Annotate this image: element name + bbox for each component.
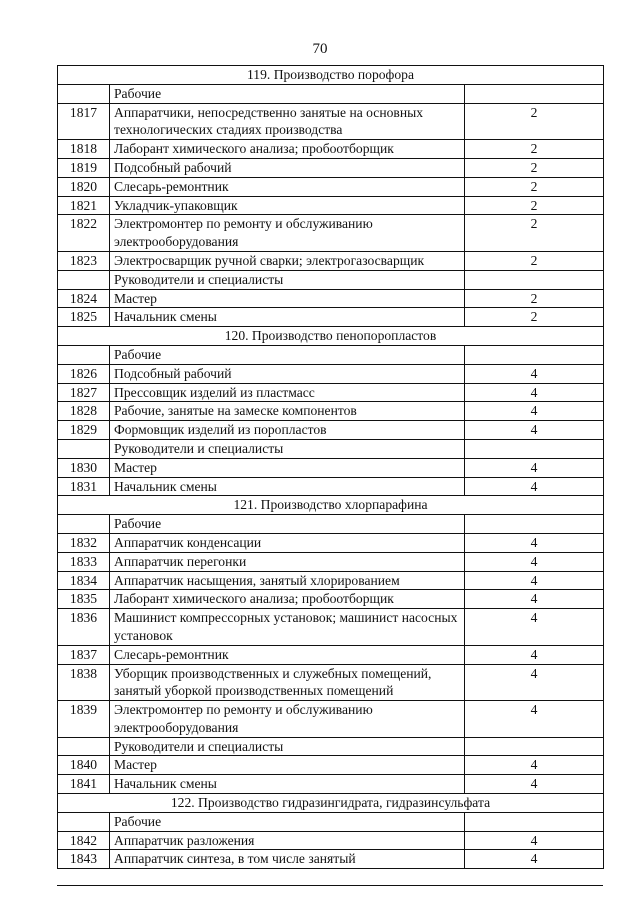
row-value: 2	[465, 289, 604, 308]
group-header-row	[58, 737, 604, 756]
row-number: 1843	[58, 850, 110, 869]
occupation-name: Уборщик производственных и служебных помещений, занятый уборкой производственных помещений	[110, 664, 465, 701]
group-header-row	[58, 345, 604, 364]
row-value: 4	[465, 477, 604, 496]
occupation-name: Начальник смены	[110, 477, 465, 496]
empty-value-cell	[465, 812, 604, 831]
row-number: 1831	[58, 477, 110, 496]
empty-number-cell	[58, 345, 110, 364]
table-row	[58, 571, 604, 590]
group-header-row	[58, 270, 604, 289]
group-title: Руководители и специалисты	[110, 270, 465, 289]
occupation-name: Аппаратчики, непосредственно занятые на основных технологических стадиях производства	[110, 103, 465, 140]
occupation-name: Мастер	[110, 458, 465, 477]
occupation-name: Аппаратчик конденсации	[110, 533, 465, 552]
row-number: 1832	[58, 533, 110, 552]
occupation-name: Электромонтер по ремонту и обслуживанию электрооборудования	[110, 701, 465, 738]
table-row	[58, 701, 604, 738]
row-number: 1828	[58, 402, 110, 421]
row-number: 1838	[58, 664, 110, 701]
row-value: 4	[465, 590, 604, 609]
table-row	[58, 645, 604, 664]
row-value: 4	[465, 402, 604, 421]
row-number: 1841	[58, 775, 110, 794]
table-row	[58, 477, 604, 496]
occupations-table	[57, 65, 604, 869]
occupation-name: Начальник смены	[110, 308, 465, 327]
empty-number-cell	[58, 737, 110, 756]
row-value: 2	[465, 103, 604, 140]
row-number: 1837	[58, 645, 110, 664]
occupation-name: Подсобный рабочий	[110, 364, 465, 383]
empty-number-cell	[58, 812, 110, 831]
section-title: 120. Производство пенопоропластов	[58, 327, 604, 346]
row-value: 2	[465, 158, 604, 177]
occupation-name: Рабочие, занятые на замеске компонентов	[110, 402, 465, 421]
occupation-name: Слесарь-ремонтник	[110, 645, 465, 664]
empty-number-cell	[58, 515, 110, 534]
table-row	[58, 402, 604, 421]
row-number: 1824	[58, 289, 110, 308]
table-body	[58, 66, 604, 869]
occupation-name: Лаборант химического анализа; пробоотборщик	[110, 590, 465, 609]
page-bottom-rule	[57, 885, 603, 886]
row-value: 2	[465, 140, 604, 159]
row-value: 4	[465, 421, 604, 440]
occupation-name: Начальник смены	[110, 775, 465, 794]
empty-value-cell	[465, 439, 604, 458]
section-title: 122. Производство гидразингидрата, гидразинсульфата	[58, 794, 604, 813]
table-row	[58, 756, 604, 775]
table-row	[58, 289, 604, 308]
row-value: 4	[465, 664, 604, 701]
row-number: 1839	[58, 701, 110, 738]
empty-number-cell	[58, 84, 110, 103]
row-number: 1820	[58, 177, 110, 196]
table-row	[58, 831, 604, 850]
empty-number-cell	[58, 270, 110, 289]
table-row	[58, 458, 604, 477]
group-header-row	[58, 84, 604, 103]
section-header-row	[58, 327, 604, 346]
occupation-name: Электросварщик ручной сварки; электрогазосварщик	[110, 251, 465, 270]
row-number: 1825	[58, 308, 110, 327]
occupation-name: Прессовщик изделий из пластмасс	[110, 383, 465, 402]
table-row	[58, 383, 604, 402]
empty-number-cell	[58, 439, 110, 458]
occupation-name: Электромонтер по ремонту и обслуживанию электрооборудования	[110, 215, 465, 252]
section-header-row	[58, 496, 604, 515]
row-value: 2	[465, 177, 604, 196]
row-value: 4	[465, 756, 604, 775]
empty-value-cell	[465, 345, 604, 364]
row-value: 4	[465, 571, 604, 590]
occupation-name: Аппаратчик перегонки	[110, 552, 465, 571]
occupation-name: Лаборант химического анализа; пробоотборщик	[110, 140, 465, 159]
section-title: 119. Производство порофора	[58, 66, 604, 85]
table-row	[58, 664, 604, 701]
table-row	[58, 533, 604, 552]
page-number: 70	[312, 41, 328, 57]
empty-value-cell	[465, 270, 604, 289]
row-number: 1835	[58, 590, 110, 609]
occupation-name: Аппаратчик насыщения, занятый хлорированием	[110, 571, 465, 590]
row-value: 2	[465, 196, 604, 215]
table-row	[58, 103, 604, 140]
empty-value-cell	[465, 84, 604, 103]
row-value: 2	[465, 215, 604, 252]
empty-value-cell	[465, 737, 604, 756]
occupation-name: Укладчик-упаковщик	[110, 196, 465, 215]
group-header-row	[58, 515, 604, 534]
table-row	[58, 308, 604, 327]
occupation-name: Формовщик изделий из поропластов	[110, 421, 465, 440]
group-title: Руководители и специалисты	[110, 737, 465, 756]
row-value: 4	[465, 458, 604, 477]
table-row	[58, 850, 604, 869]
occupation-name: Машинист компрессорных установок; машинист насосных установок	[110, 609, 465, 646]
row-value: 4	[465, 383, 604, 402]
table-row	[58, 215, 604, 252]
row-value: 4	[465, 533, 604, 552]
row-number: 1840	[58, 756, 110, 775]
row-value: 4	[465, 364, 604, 383]
group-title: Руководители и специалисты	[110, 439, 465, 458]
row-number: 1819	[58, 158, 110, 177]
table-row	[58, 251, 604, 270]
row-number: 1823	[58, 251, 110, 270]
table-row	[58, 177, 604, 196]
row-value: 4	[465, 609, 604, 646]
row-number: 1829	[58, 421, 110, 440]
group-title: Рабочие	[110, 515, 465, 534]
row-number: 1822	[58, 215, 110, 252]
row-number: 1827	[58, 383, 110, 402]
section-header-row	[58, 794, 604, 813]
row-number: 1836	[58, 609, 110, 646]
table-row	[58, 158, 604, 177]
row-number: 1833	[58, 552, 110, 571]
row-value: 4	[465, 775, 604, 794]
occupation-name: Подсобный рабочий	[110, 158, 465, 177]
occupation-name: Мастер	[110, 289, 465, 308]
occupation-name: Слесарь-ремонтник	[110, 177, 465, 196]
row-value: 4	[465, 701, 604, 738]
table-row	[58, 421, 604, 440]
empty-value-cell	[465, 515, 604, 534]
table-row	[58, 775, 604, 794]
table-row	[58, 590, 604, 609]
row-value: 4	[465, 645, 604, 664]
section-header-row	[58, 66, 604, 85]
occupation-name: Аппаратчик синтеза, в том числе занятый	[110, 850, 465, 869]
table-row	[58, 196, 604, 215]
group-title: Рабочие	[110, 84, 465, 103]
row-number: 1834	[58, 571, 110, 590]
table-row	[58, 609, 604, 646]
group-header-row	[58, 439, 604, 458]
row-value: 2	[465, 251, 604, 270]
row-value: 4	[465, 552, 604, 571]
table-row	[58, 140, 604, 159]
occupation-name: Мастер	[110, 756, 465, 775]
row-number: 1821	[58, 196, 110, 215]
occupation-name: Аппаратчик разложения	[110, 831, 465, 850]
row-number: 1818	[58, 140, 110, 159]
table-row	[58, 552, 604, 571]
row-value: 4	[465, 850, 604, 869]
row-value: 4	[465, 831, 604, 850]
table-row	[58, 364, 604, 383]
group-title: Рабочие	[110, 812, 465, 831]
row-number: 1817	[58, 103, 110, 140]
section-title: 121. Производство хлорпарафина	[58, 496, 604, 515]
group-header-row	[58, 812, 604, 831]
row-number: 1842	[58, 831, 110, 850]
row-number: 1826	[58, 364, 110, 383]
row-number: 1830	[58, 458, 110, 477]
row-value: 2	[465, 308, 604, 327]
group-title: Рабочие	[110, 345, 465, 364]
